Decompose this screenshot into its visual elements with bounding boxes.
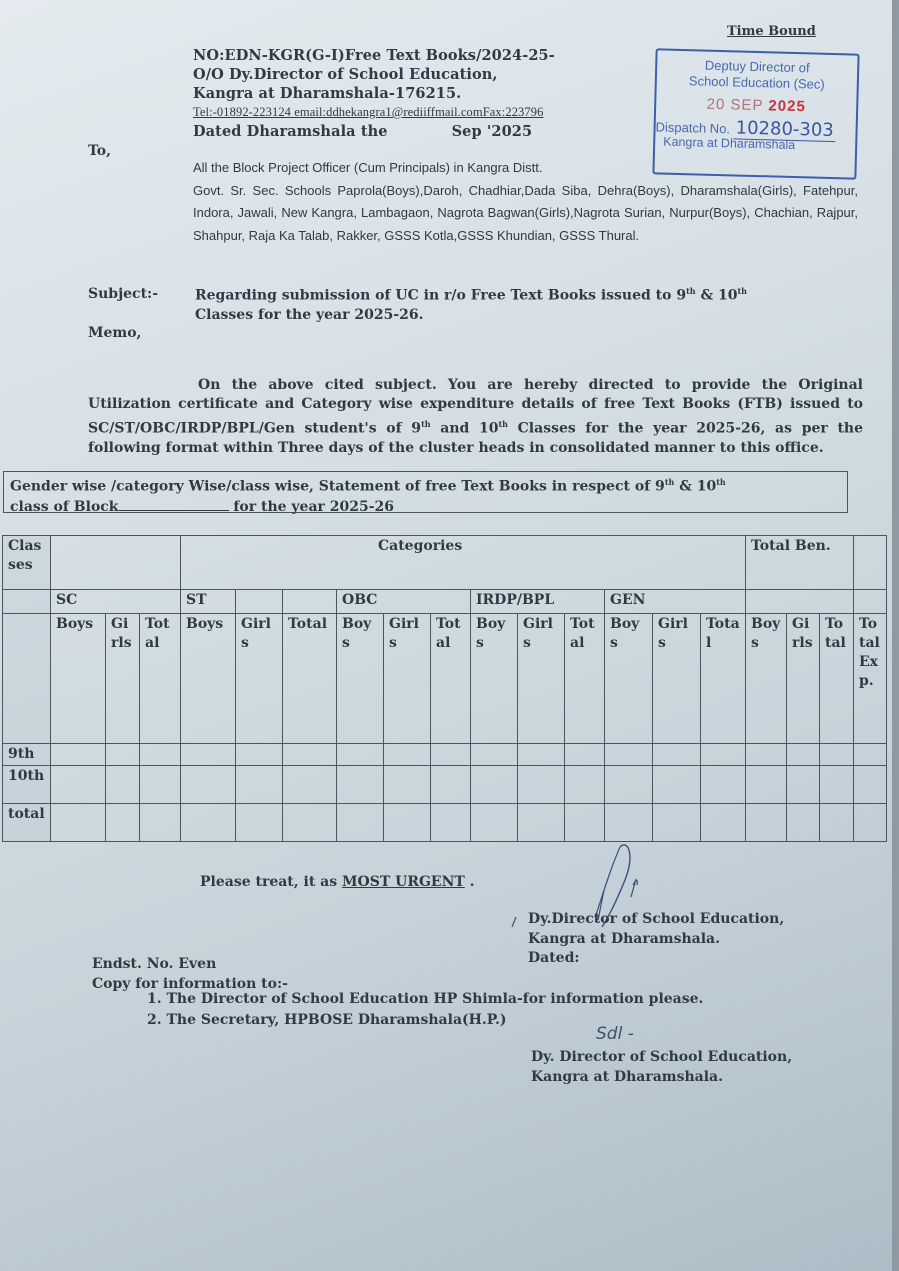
office-address: Kangra at Dharamshala-176215. <box>193 85 462 102</box>
classes-header: Classes <box>3 536 51 590</box>
table-cell[interactable] <box>701 804 746 842</box>
group-obc: OBC <box>337 590 471 614</box>
subheader-total: Total <box>283 614 337 744</box>
dated-label: Dated Dharamshala the <box>193 123 388 140</box>
copy-to-label: Copy for information to:- <box>92 975 288 992</box>
superscript: th <box>737 286 747 296</box>
table-cell[interactable] <box>283 766 337 804</box>
subheader-girls: Girls <box>106 614 140 744</box>
empty-header-cell <box>236 590 283 614</box>
superscript: th <box>716 477 726 487</box>
table-cell[interactable] <box>746 766 787 804</box>
urgent-emphasis: MOST URGENT <box>342 874 465 890</box>
stamp-date-year: 2025 <box>768 97 807 116</box>
table-cell[interactable] <box>431 766 471 804</box>
total-ben-header: Total Ben. <box>746 536 854 590</box>
subheader-boys: Boys <box>471 614 518 744</box>
table-cell[interactable] <box>605 744 653 766</box>
statement-text: for the year 2025-26 <box>228 498 395 515</box>
signatory-block-1 <box>528 910 784 969</box>
subject-label: Subject:- <box>88 286 159 302</box>
statement-title-box <box>3 471 848 513</box>
block-name-blank[interactable] <box>119 510 229 511</box>
subheader-total: Total <box>140 614 181 744</box>
group-gen: GEN <box>605 590 746 614</box>
table-cell[interactable] <box>283 804 337 842</box>
table-cell[interactable] <box>106 804 140 842</box>
empty-header-cell <box>51 536 181 590</box>
addressee-line: All the Block Project Officer (Cum Principals) in Kangra Distt. <box>193 160 543 175</box>
table-header-row-2 <box>3 590 887 614</box>
table-cell[interactable] <box>518 766 565 804</box>
table-cell[interactable] <box>653 744 701 766</box>
table-row <box>3 766 887 804</box>
page-edge-shadow <box>892 0 899 1271</box>
body-text: and 10 <box>430 420 499 437</box>
signatory-block-2 <box>531 1048 792 1087</box>
office-name: O/O Dy.Director of School Education, <box>193 66 498 83</box>
memo-label: Memo, <box>88 325 142 341</box>
table-row <box>3 744 887 766</box>
subheader-total: Total <box>701 614 746 744</box>
empty-header-cell <box>854 536 887 590</box>
table-cell[interactable] <box>471 766 518 804</box>
table-cell[interactable] <box>181 744 236 766</box>
table-cell[interactable] <box>518 744 565 766</box>
table-cell[interactable] <box>565 744 605 766</box>
empty-header-cell <box>3 590 51 614</box>
empty-header-cell <box>283 590 337 614</box>
subheader-girls: Girls <box>384 614 431 744</box>
table-cell[interactable] <box>140 766 181 804</box>
stamp-date <box>656 94 856 116</box>
table-cell[interactable] <box>236 744 283 766</box>
body-text: Classes for the year 2025-26, as per the following format within Three days of the cluster heads in consolidated manner to this office. <box>88 420 863 456</box>
superscript: th <box>421 418 431 429</box>
table-row <box>3 804 887 842</box>
body-text: On the above cited subject. You are hereby directed to provide the Original Utilization certificate and Category wise expenditure details of free Text Books (FTB) issued to SC/ST/OBC/IRDP/BPL/Gen student's of 9 <box>88 377 863 437</box>
table-cell[interactable] <box>384 744 431 766</box>
table-cell[interactable] <box>337 766 384 804</box>
subheader-girls: Girls <box>518 614 565 744</box>
table-cell[interactable] <box>854 804 887 842</box>
stamp-dispatch-number: 10280-303 <box>733 117 836 142</box>
table-cell[interactable] <box>653 766 701 804</box>
subject-part: Classes for the year 2025-26. <box>195 306 424 323</box>
table-cell[interactable] <box>746 744 787 766</box>
stamp-date-day: 20 SEP <box>706 95 764 115</box>
table-cell[interactable] <box>384 766 431 804</box>
superscript: th <box>664 477 675 487</box>
table-cell[interactable] <box>787 744 820 766</box>
table-cell[interactable] <box>701 744 746 766</box>
table-cell[interactable] <box>236 766 283 804</box>
stamp-title-2: School Education (Sec) <box>688 73 825 92</box>
statement-text: class of Block <box>10 498 119 515</box>
table-cell[interactable] <box>820 804 854 842</box>
urgent-suffix: . <box>464 874 475 890</box>
subject-part: Regarding submission of UC in r/o Free Text Books issued to 9 <box>195 287 687 304</box>
stamp-dispatch-label: Dispatch No. <box>655 119 731 137</box>
subheader-boys: Boys <box>51 614 106 744</box>
group-sc: SC <box>51 590 181 614</box>
table-cell[interactable] <box>181 804 236 842</box>
table-cell[interactable] <box>283 744 337 766</box>
table-cell[interactable] <box>471 744 518 766</box>
dated-line <box>193 122 555 141</box>
dated-month: Sep '2025 <box>451 123 533 140</box>
table-cell[interactable] <box>787 804 820 842</box>
table-cell[interactable] <box>605 766 653 804</box>
row-label-10th: 10th <box>3 766 51 804</box>
subheader-boys: Boys <box>605 614 653 744</box>
table-cell[interactable] <box>140 744 181 766</box>
subheader-boys: Boys <box>181 614 236 744</box>
urgent-prefix: Please treat, it as <box>200 874 343 890</box>
endorsement-number: Endst. No. Even <box>92 956 217 972</box>
table-header-row-1 <box>3 536 887 590</box>
signatory-place: Kangra at Dharamshala. <box>531 1068 723 1085</box>
table-cell[interactable] <box>820 744 854 766</box>
statement-text: & 10 <box>674 478 717 495</box>
table-cell[interactable] <box>701 766 746 804</box>
table-cell[interactable] <box>337 804 384 842</box>
row-label-9th: 9th <box>3 744 51 766</box>
copy-item: 2. The Secretary, HPBOSE Dharamshala(H.P.) <box>147 1012 507 1028</box>
table-cell[interactable] <box>746 804 787 842</box>
row-label-total: total <box>3 804 51 842</box>
table-cell[interactable] <box>140 804 181 842</box>
subheader-girls: Girls <box>787 614 820 744</box>
sdl-signature: Sdl - <box>596 1024 634 1044</box>
subject-part: & 10 <box>695 287 738 304</box>
superscript: th <box>686 286 696 296</box>
table-cell[interactable] <box>337 744 384 766</box>
reference-number: NO:EDN-KGR(G-I)Free Text Books/2024-25- <box>193 47 555 64</box>
table-cell[interactable] <box>854 766 887 804</box>
signatory-dated: Dated: <box>528 950 580 966</box>
to-label: To, <box>88 143 112 159</box>
statement-line-1 <box>10 472 847 497</box>
table-cell[interactable] <box>431 804 471 842</box>
table-cell[interactable] <box>431 744 471 766</box>
subheader-total-exp: Total Exp. <box>854 614 887 744</box>
table-cell[interactable] <box>820 766 854 804</box>
addressee-schools: Govt. Sr. Sec. Schools Paprola(Boys),Daroh, Chadhiar,Dada Siba, Dehra(Boys), Dharamshala(Girls), Fatehpur, Indora, Jawali, New Kangra, Lambagaon, Nagrota Bagwan(Girls),Nagrota Surian, Nurpur(Boys), Chachian, Rajpur, Shahpur, Raja Ka Talab, Rakker, GSSS Kotla,GSSS Khundian, GSSS Thural. <box>193 182 858 243</box>
signatory-place: Kangra at Dharamshala. <box>528 930 720 947</box>
table-cell[interactable] <box>787 766 820 804</box>
addressee-block <box>193 157 858 247</box>
subheader-total: Total <box>820 614 854 744</box>
table-cell[interactable] <box>51 744 106 766</box>
table-cell[interactable] <box>106 766 140 804</box>
statement-text: Gender wise /category Wise/class wise, Statement of free Text Books in respect of 9 <box>10 478 665 495</box>
copy-item: 1. The Director of School Education HP Shimla-for information please. <box>147 991 704 1007</box>
subheader-boys: Boys <box>337 614 384 744</box>
signatory-title: Dy. Director of School Education, <box>531 1049 793 1065</box>
table-cell[interactable] <box>181 766 236 804</box>
signatory-title: Dy.Director of School Education, <box>528 911 785 927</box>
time-bound-label: Time Bound <box>727 24 816 39</box>
body-paragraph <box>88 376 863 458</box>
table-cell[interactable] <box>565 766 605 804</box>
table-cell[interactable] <box>236 804 283 842</box>
empty-header-cell <box>746 590 854 614</box>
stamp-title-1: Deptuy Director of <box>704 57 810 76</box>
empty-header-cell <box>3 614 51 744</box>
table-cell[interactable] <box>854 744 887 766</box>
subheader-girls: Girls <box>653 614 701 744</box>
table-cell[interactable] <box>51 804 106 842</box>
contact-line: Tel:-01892-223124 email:ddhekangra1@rediiffmail.comFax:223796 <box>193 105 544 119</box>
table-cell[interactable] <box>106 744 140 766</box>
ftb-statement-table <box>2 535 887 842</box>
empty-header-cell <box>854 590 887 614</box>
subject-text <box>195 282 865 325</box>
statement-line-2 <box>10 497 847 517</box>
stamp-place: Kangra at Dharamshala <box>663 134 796 153</box>
categories-header: Categories <box>181 536 746 590</box>
table-header-row-3 <box>3 614 887 744</box>
table-cell[interactable] <box>51 766 106 804</box>
subheader-total: Total <box>431 614 471 744</box>
urgent-note <box>200 874 475 890</box>
subheader-girls: Girls <box>236 614 283 744</box>
group-irdp-bpl: IRDP/BPL <box>471 590 605 614</box>
subheader-boys: Boys <box>746 614 787 744</box>
letter-header <box>193 46 555 141</box>
group-st: ST <box>181 590 236 614</box>
table-cell[interactable] <box>384 804 431 842</box>
subheader-total: Total <box>565 614 605 744</box>
superscript: th <box>498 418 508 429</box>
